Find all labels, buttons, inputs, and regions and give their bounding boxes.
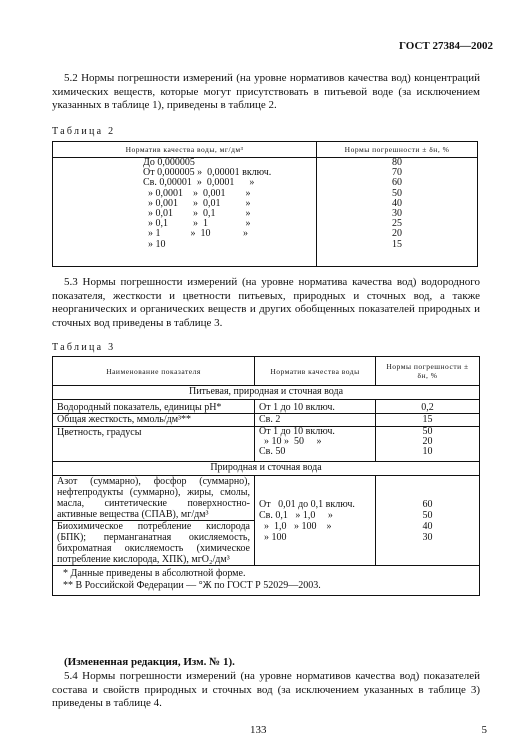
table-3-row-ph-norm: От 1 до 10 включ. <box>255 400 376 414</box>
table-2-ranges <box>53 158 317 267</box>
amendment-note: (Измененная редакция, Изм. № 1). <box>64 656 235 668</box>
table-3-row-color-norm <box>255 427 376 462</box>
table-3-footnote-2: ** В Российской Федерации — °Ж по ГОСТ Р 52029—2003. <box>63 580 321 591</box>
table-3-section-1: Питьевая, природная и сточная вода <box>53 386 480 400</box>
table-3-section-2: Природная и сточная вода <box>53 462 480 476</box>
table-3-caption: Таблица 3 <box>52 342 116 353</box>
table-3-row-bpk-name: Биохимическое потребление кислорода (БПК); перманганатная окисляемость, бихроматная окисляемость (химическое потребление кислорода, ХПК), мгО₂/дм³ <box>53 521 255 566</box>
paragraph-5-3: 5.3 Нормы погрешности измерений (на уровне норматива качества вод) водородного показателя, жесткости и цветности питьевых, природных и сточных вод, а также неорганических и органических веществ и других обобщенных показателей природных и сточных вод приведены в таблице 3. <box>52 276 480 329</box>
table-2-values <box>317 158 478 267</box>
table-3-row-organic-norm <box>255 476 376 566</box>
table-3-row-organic-value <box>376 476 480 566</box>
table-3-row-color-name: Цветность, градусы <box>53 427 255 462</box>
table-3-row-hardness-name: Общая жесткость, ммоль/дм³** <box>53 414 255 427</box>
table-3-footnote-1: * Данные приведены в абсолютной форме. <box>63 568 246 579</box>
table-2-col2-header: Нормы погрешности ± δн, % <box>317 142 478 158</box>
table-3-row-color-value <box>376 427 480 462</box>
table-3-row-hardness-norm: Св. 2 <box>255 414 376 427</box>
paragraph-5-2: 5.2 Нормы погрешности измерений (на уровне нормативов качества вод) концентраций химических веществ, которые могут присутствовать в питьевой воде (за исключением указанных в таблице 1), приведены в таблице 2. <box>52 72 480 112</box>
table-3 <box>52 356 480 596</box>
table-2-ranges-text: До 0,000005 От 0,000005 » 0,00001 включ. Св. 0,00001 » 0,0001 » » 0,0001 » 0,001 » » 0,001 » 0,01 » » 0,01 » 0,1 » » 0,1 » 1 » » 1 » 10 » » 10 <box>143 157 272 250</box>
table-3-row-ph-value: 0,2 <box>376 400 480 414</box>
table-3-col2-header: Норматив качества воды <box>255 357 376 386</box>
table-2 <box>52 141 478 267</box>
document-id: ГОСТ 27384—2002 <box>399 40 493 52</box>
table-2-caption: Таблица 2 <box>52 126 116 137</box>
table-3-footnotes <box>53 566 480 596</box>
paragraph-5-4: 5.4 Нормы погрешности измерений (на уровне нормативов качества вод) показателей состава и свойств природных и сточных вод (за исключением указанных в таблице 3) приведены в таблице 4. <box>52 670 480 710</box>
table-2-col1-header: Норматив качества воды, мг/дм³ <box>53 142 317 158</box>
table-3-row-color-norm-text: От 1 до 10 включ. » 10 » 50 » Св. 50 <box>259 426 335 458</box>
table-2-values-text: 80 70 60 50 40 30 25 20 15 <box>392 157 402 250</box>
table-3-row-ph-name: Водородный показатель, единицы pH* <box>53 400 255 414</box>
table-3-row-color-value-text: 50 20 10 <box>422 426 433 458</box>
table-3-col1-header: Наименование показателя <box>53 357 255 386</box>
table-3-row-organic-norm-text: От 0,01 до 0,1 включ. Св. 0,1 » 1,0 » » 1,0 » 100 » » 100 <box>259 498 355 543</box>
sheet-number: 5 <box>481 724 487 736</box>
table-3-row-hardness-value: 15 <box>376 414 480 427</box>
table-3-row-nitrogen-name: Азот (суммарно), фосфор (суммарно), нефтепродукты (суммарно), жиры, смолы, масла, синтетические поверхностно-активные вещества (СПАВ), мг/дм³ <box>53 476 255 521</box>
table-3-col3-header: Нормы погрешности ± δн, % <box>376 357 480 386</box>
table-3-row-organic-value-text: 60 50 40 30 <box>422 498 433 543</box>
page-number: 133 <box>250 724 267 736</box>
